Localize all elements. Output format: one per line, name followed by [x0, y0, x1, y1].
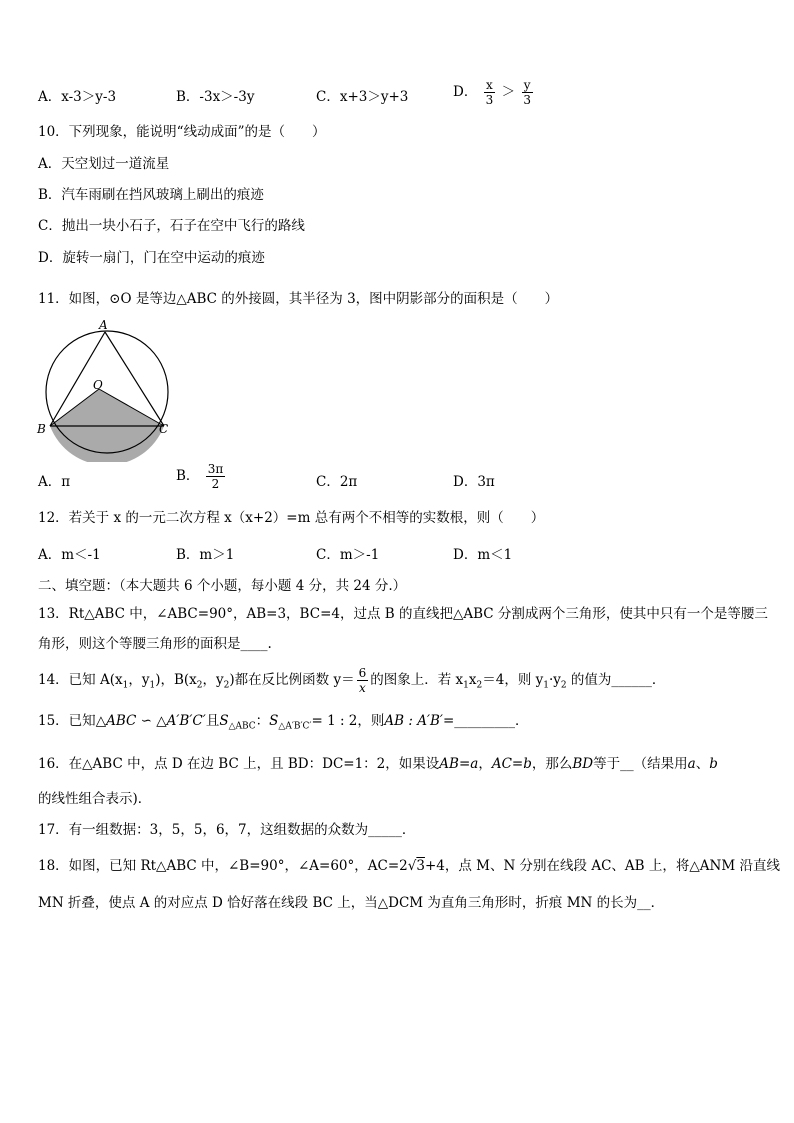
equals: = — [458, 756, 471, 772]
subscript: △ABC — [228, 721, 256, 732]
q9-fraction-x — [484, 78, 496, 107]
q9-option-d — [453, 78, 535, 107]
q16-line1 — [38, 754, 718, 774]
q9-frac-num: x — [486, 78, 493, 92]
subscript: 2 — [476, 680, 483, 691]
q15-colon: ： — [255, 713, 270, 729]
q12-option-b: B．m＞1 — [176, 547, 235, 563]
vector-b: b — [709, 756, 718, 772]
subscript: 1 — [149, 680, 156, 691]
q10-option-a: A．天空划过一道流星 — [38, 156, 170, 172]
q14-text: 14．已知 A(x — [38, 672, 123, 688]
subscript: 2 — [560, 680, 567, 691]
subscript: 2 — [196, 680, 203, 691]
q11-frac-den: 2 — [211, 477, 220, 491]
vector-b: b — [523, 756, 532, 772]
q15-text: ，则 — [357, 713, 385, 729]
q14-text: ，y — [128, 672, 150, 688]
section-heading: 二、填空题：（本大题共 6 个小题，每小题 4 分，共 24 分.） — [38, 578, 407, 594]
q9-option-c: C．x+3＞y+3 — [316, 89, 409, 105]
area-symbol: S — [219, 713, 229, 729]
q14-text: x — [468, 672, 477, 688]
q11-option-b — [176, 462, 227, 491]
q18-text: +4，点 M、N 分别在线段 AC、AB 上，将△ANM 沿直线 — [424, 858, 780, 874]
vector-ab: AB — [439, 756, 459, 772]
vector-bd: BD — [572, 756, 594, 772]
q18-line1 — [38, 856, 780, 876]
subscript: △A′B′C′ — [278, 721, 312, 732]
q14-text: ，y — [202, 672, 224, 688]
separator: ， — [478, 756, 492, 772]
vector-ac: AC — [491, 756, 512, 772]
q16-line2: 的线性组合表示)． — [38, 791, 152, 807]
subscript: 2 — [223, 680, 230, 691]
q16-text: 等于__（结果用 — [593, 756, 688, 772]
label-a: A — [99, 318, 108, 332]
q9-frac-num: y — [523, 78, 531, 92]
q15-text: =_________． — [443, 713, 529, 729]
q14 — [38, 662, 665, 704]
q9-fraction-y — [521, 78, 533, 107]
q12-option-d: D．m＜1 — [453, 547, 513, 563]
subscript: 1 — [463, 680, 469, 691]
subscript: 1 — [122, 680, 129, 691]
q15-text: 且 — [205, 713, 220, 729]
q11-frac-num: 3π — [207, 462, 224, 476]
area-symbol: S — [269, 713, 279, 729]
label-b: B — [37, 422, 46, 436]
q15-text: 15．已知 — [38, 713, 96, 729]
q9-frac-den: 3 — [485, 93, 494, 107]
q11-option-c: C．2π — [316, 474, 358, 490]
q14-text: )都在反比例函数 y＝ — [229, 672, 355, 688]
q10-stem: 10．下列现象，能说明“线动成面”的是（ ） — [38, 124, 326, 140]
q15-triangle-2: △A′B′C′ — [156, 713, 206, 729]
q11-circle-figure — [30, 316, 180, 462]
q14-text: 的图象上．若 x — [370, 672, 464, 688]
q12-stem: 12．若关于 x 的一元二次方程 x（x+2）=m 总有两个不相等的实数根，则（ ） — [38, 510, 545, 526]
q10-option-d: D．旋转一扇门，门在空中运动的痕迹 — [38, 250, 265, 266]
q14-frac-num: 6 — [358, 666, 367, 680]
q11-fraction — [206, 462, 226, 491]
subscript: 1 — [543, 680, 549, 691]
q9-gt: ＞ — [501, 84, 516, 100]
separator: 、 — [695, 756, 710, 772]
q11-option-b-prefix: B． — [176, 468, 200, 484]
q11-stem: 11．如图，⊙O 是等边△ABC 的外接圆，其半径为 3，图中阴影部分的面积是（ ） — [38, 291, 559, 307]
q13-line1: 13．Rt△ABC 中，∠ABC=90°，AB=3，BC=4，过点 B 的直线把△ABC 分割成两个三角形，使其中只有一个是等腰三 — [38, 606, 768, 622]
q12-option-a: A．m＜-1 — [38, 547, 101, 563]
q9-option-b: B．-3x＞-3y — [176, 89, 255, 105]
q18-text: 18．如图，已知 Rt△ABC 中，∠B=90°，∠A=60°，AC=2 — [38, 858, 408, 874]
q14-fraction — [357, 666, 369, 695]
vector-a: a — [687, 756, 696, 772]
q15-similar: ∽ — [140, 713, 152, 729]
q9-option-d-prefix: D． — [453, 84, 478, 100]
q14-text: ·y — [548, 672, 561, 688]
q9-option-a: A．x-3＞y-3 — [38, 89, 117, 105]
q15 — [38, 711, 529, 737]
label-o: O — [93, 378, 103, 392]
q15-ratio: = 1 : 2 — [311, 713, 358, 729]
q18-radicand: 3 — [416, 858, 425, 874]
vector-a: a — [470, 756, 479, 772]
q14-text: )，B(x — [155, 672, 197, 688]
q18-line2: MN 折叠，使点 A 的对应点 D 恰好落在线段 BC 上，当△DCM 为直角三角形时，折痕 MN 的长为__． — [38, 895, 665, 911]
q11-option-a: A．π — [38, 474, 71, 490]
q14-text: ＝4，则 y — [482, 672, 544, 688]
q11-option-d: D．3π — [453, 474, 495, 490]
q13-line2: 角形，则这个等腰三角形的面积是____. — [38, 636, 272, 652]
q17: 17．有一组数据：3，5，5，6，7，这组数据的众数为_____． — [38, 822, 416, 838]
q14-text: 的值为______． — [566, 672, 666, 688]
q14-frac-den: x — [359, 681, 366, 695]
q15-segment-ratio: AB : A′B′ — [384, 713, 443, 729]
q15-triangle-1: △ABC — [95, 713, 137, 729]
equals: = — [511, 756, 524, 772]
label-c: C — [159, 422, 169, 436]
q9-frac-den: 3 — [523, 93, 531, 107]
sqrt-icon: √ — [407, 858, 417, 874]
q10-option-b: B．汽车雨刷在挡风玻璃上刷出的痕迹 — [38, 187, 264, 203]
q16-text: ，那么 — [531, 756, 573, 772]
q12-option-c: C．m＞-1 — [316, 547, 380, 563]
q16-text: 16．在△ABC 中，点 D 在边 BC 上，且 BD：DC=1：2，如果设 — [38, 756, 440, 772]
q10-option-c: C．抛出一块小石子，石子在空中飞行的路线 — [38, 218, 305, 234]
